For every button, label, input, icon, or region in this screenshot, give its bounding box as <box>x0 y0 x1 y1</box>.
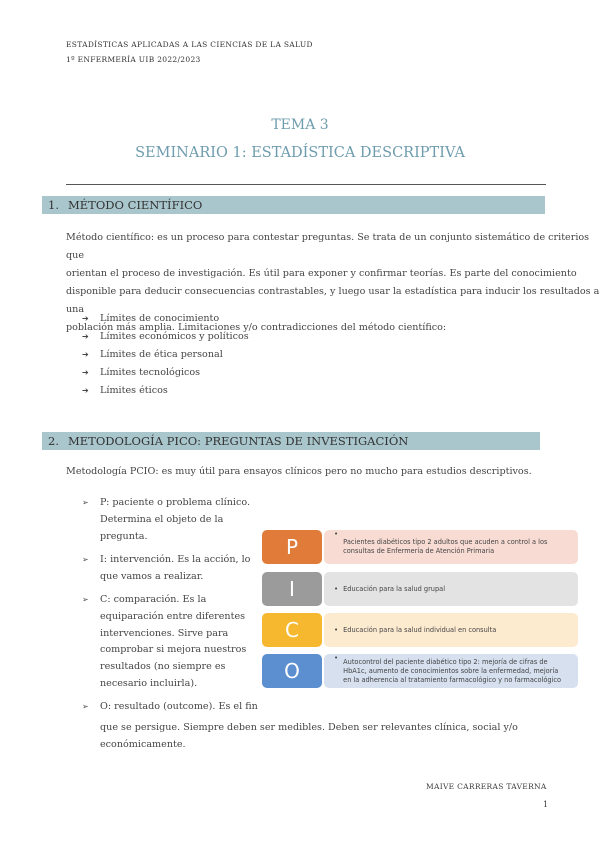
pico-desc-line: Pacientes diabéticos tipo 2 adultos que acuden a control a los <box>343 538 548 546</box>
pico-desc-line: Educación para la salud individual en consulta <box>343 625 497 634</box>
para-line: orientan el proceso de investigación. Es útil para exponer y confirmar teorías. Es parte del conocimiento <box>66 268 577 279</box>
arrow-icon: ➔ <box>82 332 89 341</box>
pico-item-c <box>82 592 246 693</box>
pico-item-line: resultados (no siempre es <box>100 661 226 673</box>
tema-title: TEMA 3 <box>271 117 329 133</box>
pico-desc-line: Autocontrol del paciente diabético tipo 2: mejoría de cifras de <box>343 657 548 666</box>
pico-desc-o <box>324 654 578 688</box>
header-year: 1º ENFERMERÍA UIB 2022/2023 <box>66 55 201 64</box>
double-arrow-icon: ➢ <box>82 498 89 507</box>
bullet-text: Límites de ética personal <box>100 349 223 360</box>
pico-desc-i <box>324 572 578 606</box>
pico-desc-c <box>324 613 578 647</box>
pico-item-line: que vamos a realizar. <box>100 570 204 582</box>
section-2-title: METODOLOGÍA PICO: PREGUNTAS DE INVESTIGACIÓN <box>68 434 409 448</box>
footer-author: MAIVE CARRERAS TAVERNA <box>426 782 547 791</box>
pico-item-line: necesario incluirla). <box>100 677 198 689</box>
pico-desc-line: HbA1c, aumento de conocimientos sobre la enfermedad, mejoría <box>343 666 559 675</box>
bullet-dot-icon: • <box>334 585 339 593</box>
section-1-title: MÉTODO CIENTÍFICO <box>68 198 203 212</box>
para-line: disponible para deducir consecuencias contrastables, y luego usar la estadística para inducir los resultados a una <box>66 286 600 315</box>
section-1-heading <box>42 196 545 214</box>
double-arrow-icon: ➢ <box>82 702 89 711</box>
pico-item-line: O: resultado (outcome). Es el fin <box>100 701 258 712</box>
pico-desc-line: Educación para la salud grupal <box>343 584 446 593</box>
pico-item-line: P: paciente o problema clínico. <box>100 497 251 508</box>
double-arrow-icon: ➢ <box>82 595 89 604</box>
pico-item-o-continued: que se persigue. Siempre deben ser medibles. Deben ser relevantes clínica, social y/o económicamente. <box>100 722 518 750</box>
section-1-number: 1. <box>48 198 59 212</box>
bullet-dot-icon: • <box>334 530 339 538</box>
pico-item-line: intervenciones. Sirve para <box>100 627 229 639</box>
pico-item-line: equiparación entre diferentes <box>100 610 246 622</box>
bullet-text: Límites éticos <box>100 385 168 396</box>
para-line: Método científico: es un proceso para contestar preguntas. Se trata de un conjunto sistemático de criterios que <box>66 232 590 261</box>
bullet-item <box>82 349 223 360</box>
bullet-text: Límites tecnológicos <box>100 367 201 378</box>
section-2-number: 2. <box>48 434 59 448</box>
bullet-item <box>82 331 249 342</box>
bullet-text: Límites de conocimiento <box>100 313 220 324</box>
bullet-item <box>82 367 200 378</box>
pico-letter-o: O <box>262 654 322 688</box>
pico-item-o <box>82 699 258 716</box>
title-divider <box>66 184 546 185</box>
pico-item-line: comprobar si mejora nuestros <box>100 644 247 656</box>
double-arrow-icon: ➢ <box>82 555 89 564</box>
arrow-icon: ➔ <box>82 314 89 323</box>
pico-desc-p <box>324 530 578 564</box>
pico-desc-line: consultas de Enfermería de Atención Primaria <box>343 547 495 555</box>
para-line: población más amplia. Limitaciones y/o contradicciones del método científico: <box>66 322 447 333</box>
bullet-item <box>82 313 219 324</box>
section-2-heading <box>42 432 540 450</box>
page-number: 1 <box>543 800 549 809</box>
pico-item-i <box>82 552 250 586</box>
arrow-icon: ➔ <box>82 350 89 359</box>
pico-item-p <box>82 495 250 545</box>
bullet-dot-icon: • <box>334 654 339 662</box>
header-course: ESTADÍSTICAS APLICADAS A LAS CIENCIAS DE LA SALUD <box>66 40 313 49</box>
arrow-icon: ➔ <box>82 386 89 395</box>
pico-item-line: I: intervención. Es la acción, lo <box>100 554 251 565</box>
pico-item-line: C: comparación. Es la <box>100 594 207 605</box>
pico-item-line: pregunta. <box>100 530 148 542</box>
seminario-title: SEMINARIO 1: ESTADÍSTICA DESCRIPTIVA <box>135 145 465 161</box>
arrow-icon: ➔ <box>82 368 89 377</box>
bullet-item <box>82 385 168 396</box>
bullet-text: Límites económicos y políticos <box>100 331 249 342</box>
section-2-intro: Metodología PCIO: es muy útil para ensayos clínicos pero no mucho para estudios descriptivos. <box>66 466 532 477</box>
pico-letter-p: P <box>262 530 322 564</box>
bullet-dot-icon: • <box>334 626 339 634</box>
pico-letter-c: C <box>262 613 322 647</box>
pico-desc-line: en la adherencia al tratamiento farmacológico y no farmacológico <box>343 675 562 684</box>
pico-letter-i: I <box>262 572 322 606</box>
pico-item-line: Determina el objeto de la <box>100 513 224 525</box>
